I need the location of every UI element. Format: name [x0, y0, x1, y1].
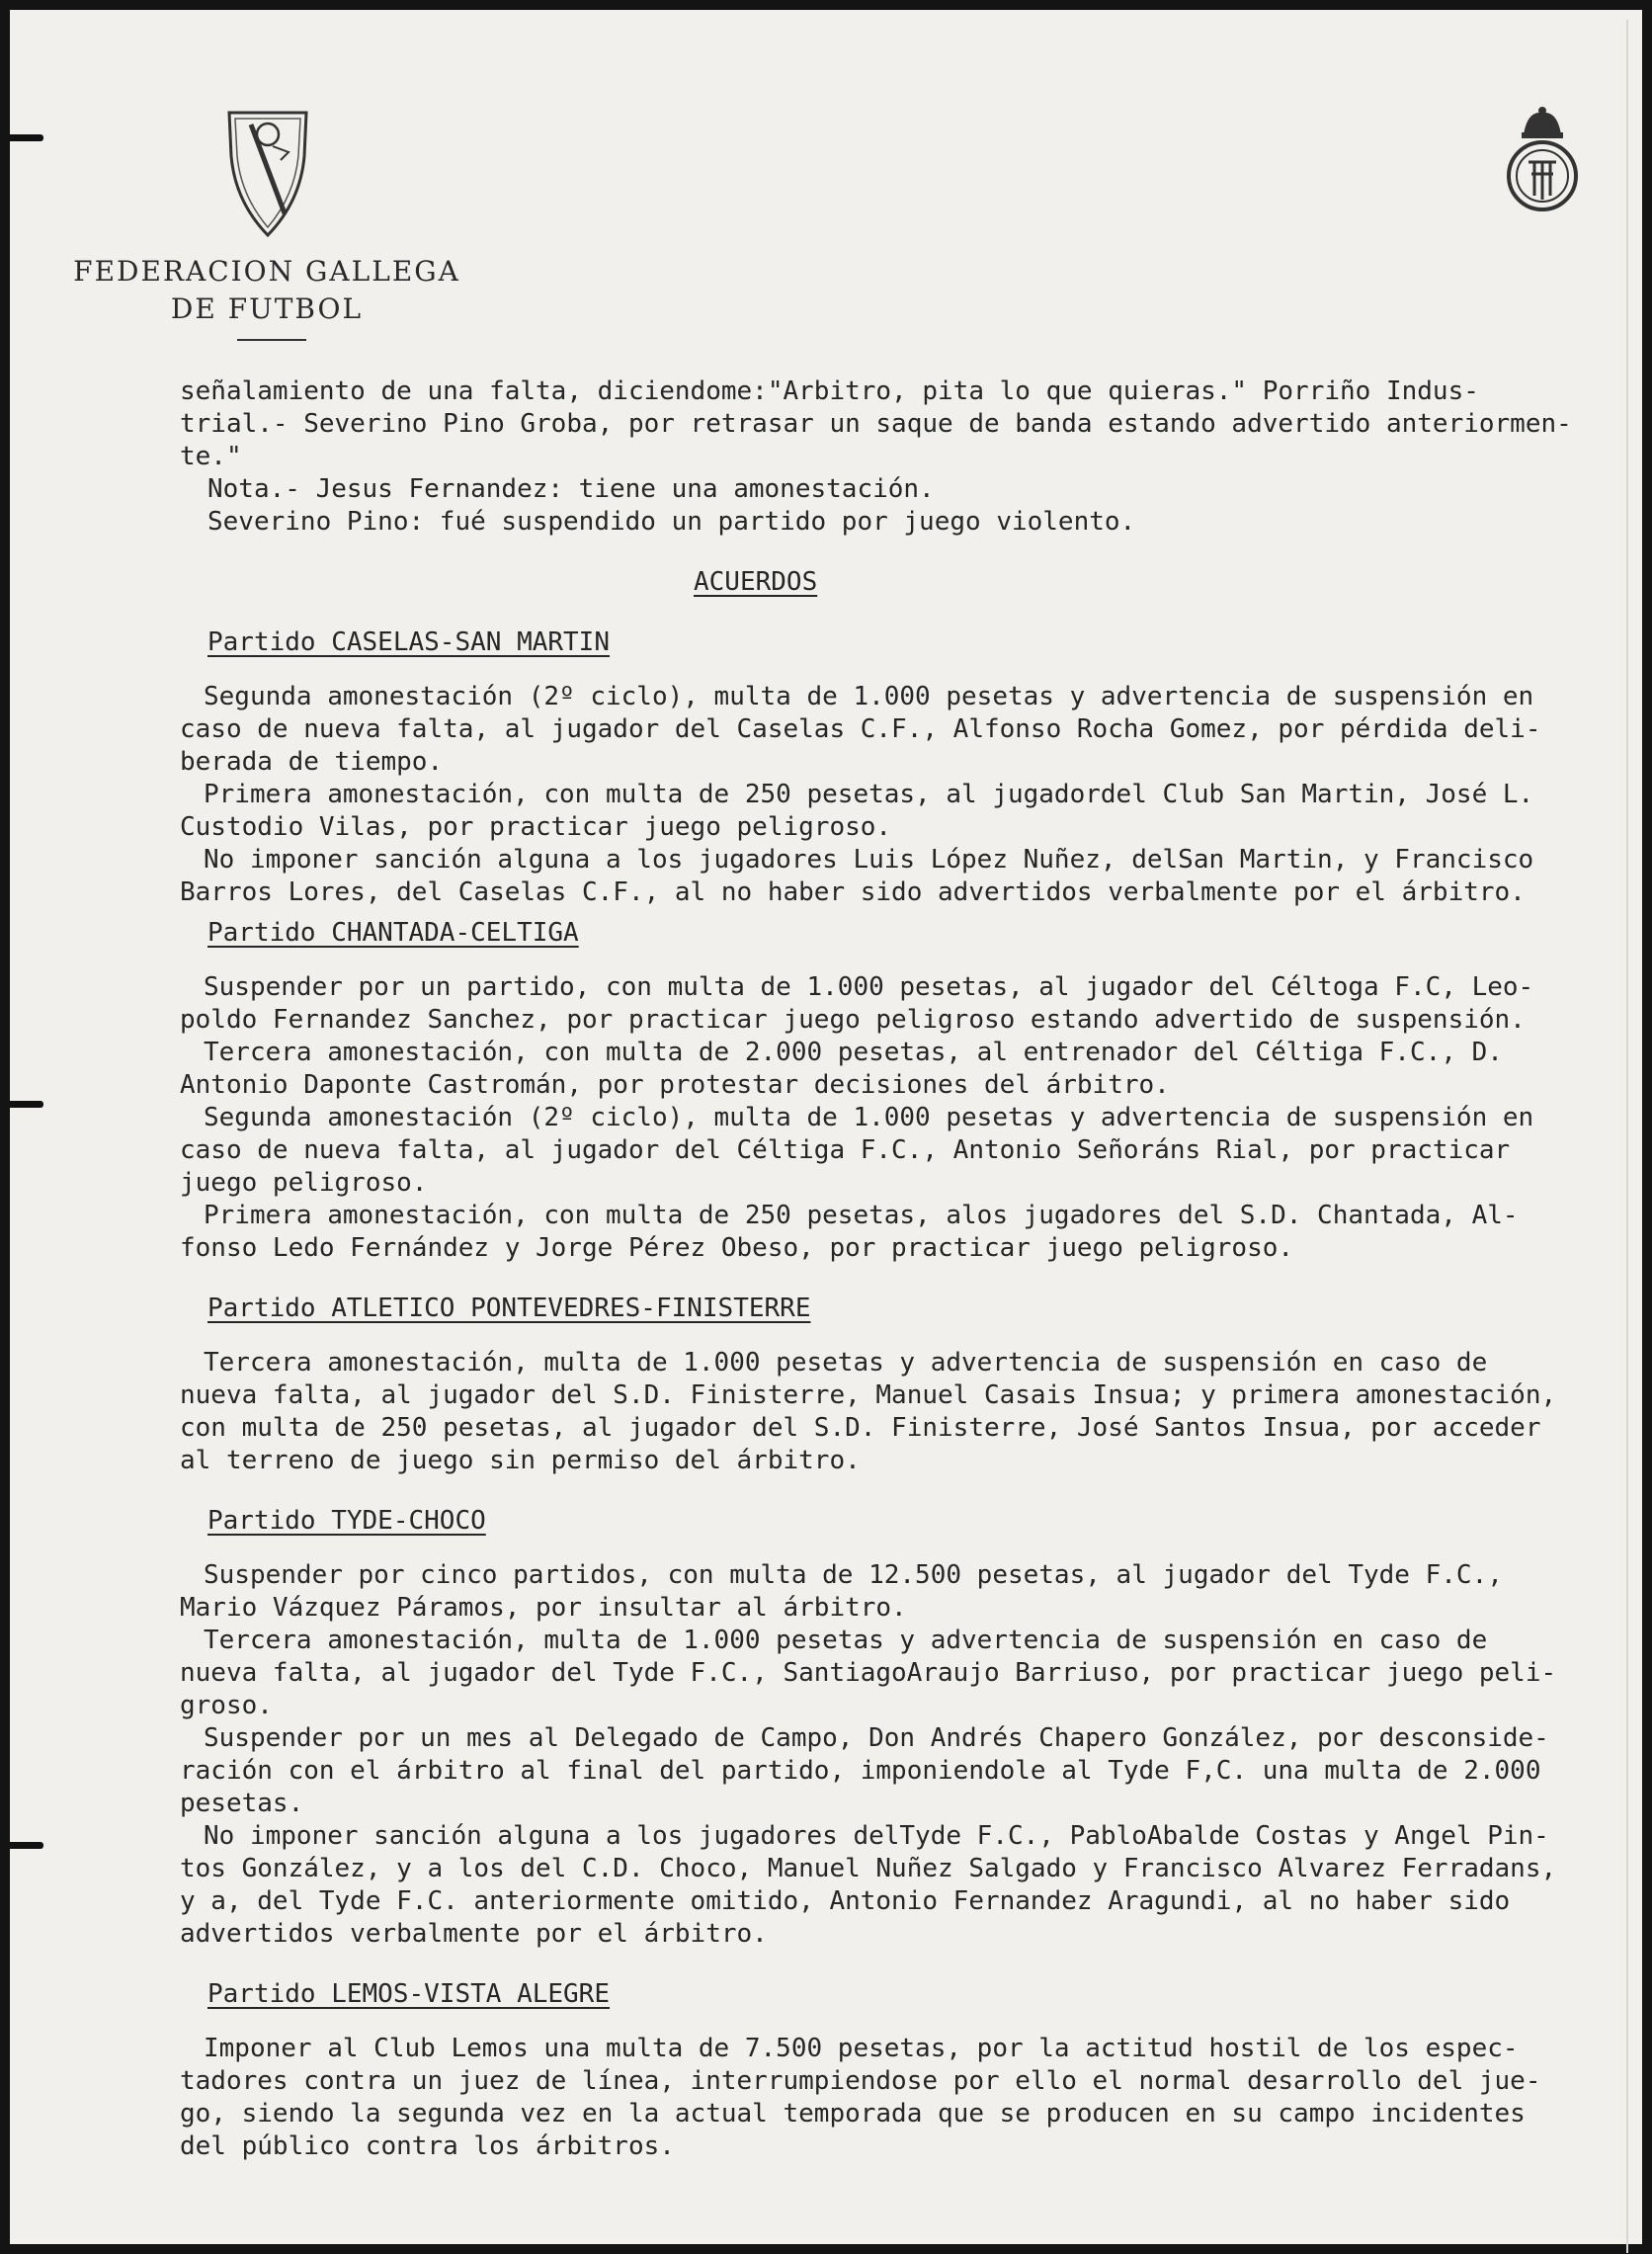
paragraph-line: al terreno de juego sin permiso del árbitro.: [180, 1446, 861, 1475]
match-heading: Partido ATLETICO PONTEVEDRES-FINISTERRE: [207, 1294, 811, 1323]
match-heading: Partido LEMOS-VISTA ALEGRE: [207, 1979, 610, 2009]
paragraph-line: Custodio Vilas, por practicar juego peligroso.: [180, 812, 892, 842]
match-heading: Partido CASELAS-SAN MARTIN: [207, 627, 610, 657]
paragraph-line: Primera amonestación, con multa de 250 pesetas, al jugadordel Club San Martin, José L.: [204, 780, 1534, 809]
paragraph-line: Imponer al Club Lemos una multa de 7.500 pesetas, por la actitud hostil de los espec-: [204, 2034, 1519, 2063]
paragraph-line: juego peligroso.: [180, 1168, 428, 1198]
paragraph-line: No imponer sanción alguna a los jugadores Luis López Nuñez, delSan Martin, y Francisco: [204, 845, 1534, 875]
intro-line: señalamiento de una falta, diciendome:"Arbitro, pita lo que quieras." Porriño Indus-: [180, 376, 1479, 406]
paragraph-line: tos González, y a los del C.D. Choco, Manuel Nuñez Salgado y Francisco Alvarez Ferradans,: [180, 1854, 1557, 1883]
federation-name-line2: DE FUTBOL: [170, 292, 364, 325]
paragraph-line: Mario Vázquez Páramos, por insultar al árbitro.: [180, 1593, 907, 1623]
paragraph-line: fonso Ledo Fernández y Jorge Pérez Obeso, por practicar juego peligroso.: [180, 1233, 1294, 1263]
note-line: Nota.- Jesus Fernandez: tiene una amonestación.: [207, 474, 935, 504]
paragraph-line: Suspender por cinco partidos, con multa de 12.500 pesetas, al jugador del Tyde F.C.,: [204, 1560, 1503, 1590]
paragraph-line: poldo Fernandez Sanchez, por practicar juego peligroso estando advertido de suspensión.: [180, 1005, 1526, 1035]
paragraph-line: Tercera amonestación, multa de 1.000 pesetas y advertencia de suspensión en caso de: [204, 1626, 1488, 1655]
paragraph-line: caso de nueva falta, al jugador del Caselas C.F., Alfonso Rocha Gomez, por pérdida deli-: [180, 714, 1541, 744]
paragraph-line: y a, del Tyde F.C. anteriormente omitido, Antonio Fernandez Aragundi, al no haber sido: [180, 1886, 1511, 1916]
paragraph-line: No imponer sanción alguna a los jugadores delTyde F.C., PabloAbalde Costas y Angel Pin-: [204, 1821, 1549, 1851]
paragraph-line: Suspender por un partido, con multa de 1.000 pesetas, al jugador del Céltoga F.C, Leo-: [204, 972, 1534, 1002]
intro-line: trial.- Severino Pino Groba, por retrasar un saque de banda estando advertido anteriormen-: [180, 409, 1572, 439]
paragraph-line: tadores contra un juez de línea, interrumpiendose por ello el normal desarrollo del jue-: [180, 2066, 1541, 2096]
paragraph-line: Segunda amonestación (2º ciclo), multa de 1.000 pesetas y advertencia de suspensión en: [204, 682, 1534, 711]
intro-line: te.": [180, 442, 242, 471]
paragraph-line: con multa de 250 pesetas, al jugador del S.D. Finisterre, José Santos Insua, por acceder: [180, 1413, 1541, 1443]
paragraph-line: advertidos verbalmente por el árbitro.: [180, 1919, 768, 1949]
letterhead-rule: [237, 339, 306, 341]
document-body: [180, 376, 1642, 2163]
federation-name-line1: FEDERACION GALLEGA: [73, 255, 460, 288]
paragraph-line: del público contra los árbitros.: [180, 2131, 675, 2161]
federation-name: [69, 253, 464, 328]
paragraph-line: caso de nueva falta, al jugador del Céltiga F.C., Antonio Señoráns Rial, por practicar: [180, 1135, 1511, 1165]
paragraph-line: Tercera amonestación, con multa de 2.000 pesetas, al entrenador del Céltiga F.C., D.: [204, 1038, 1503, 1067]
paragraph-line: nueva falta, al jugador del S.D. Finisterre, Manuel Casais Insua; y primera amonestación,: [180, 1380, 1557, 1410]
paragraph-line: pesetas.: [180, 1789, 304, 1818]
paragraph-line: nueva falta, al jugador del Tyde F.C., SantiagoAraujo Barriuso, por practicar juego peli-: [180, 1658, 1557, 1688]
paragraph-line: Suspender por un mes al Delegado de Campo, Don Andrés Chapero González, por desconside-: [204, 1723, 1549, 1753]
paragraph-line: Primera amonestación, con multa de 250 pesetas, alos jugadores del S.D. Chantada, Al-: [204, 1201, 1519, 1230]
section-title-acuerdos: ACUERDOS: [694, 567, 818, 597]
paragraph-line: Tercera amonestación, multa de 1.000 pesetas y advertencia de suspensión en caso de: [204, 1348, 1488, 1377]
federation-shield-logo: [223, 107, 312, 239]
paragraph-line: Segunda amonestación (2º ciclo), multa de 1.000 pesetas y advertencia de suspensión en: [204, 1103, 1534, 1132]
punch-hole-mark: [10, 1101, 43, 1108]
paragraph-line: Antonio Daponte Castromán, por protestar decisiones del árbitro.: [180, 1070, 1170, 1100]
crown-crest-logo: [1504, 105, 1581, 217]
punch-hole-mark: [10, 134, 43, 141]
paragraph-line: go, siendo la segunda vez en la actual temporada que se producen en su campo incidentes: [180, 2099, 1526, 2129]
paragraph-line: Barros Lores, del Caselas C.F., al no haber sido advertidos verbalmente por el árbitro.: [180, 877, 1526, 907]
paragraph-line: berada de tiempo.: [180, 747, 444, 777]
punch-hole-mark: [10, 1842, 43, 1849]
paragraph-line: groso.: [180, 1691, 273, 1720]
note-line: Severino Pino: fué suspendido un partido por juego violento.: [207, 507, 1136, 537]
match-heading: Partido TYDE-CHOCO: [207, 1506, 486, 1536]
paragraph-line: ración con el árbitro al final del partido, imponiendole al Tyde F,C. una multa de 2.000: [180, 1756, 1541, 1786]
match-heading: Partido CHANTADA-CELTIGA: [207, 918, 579, 948]
